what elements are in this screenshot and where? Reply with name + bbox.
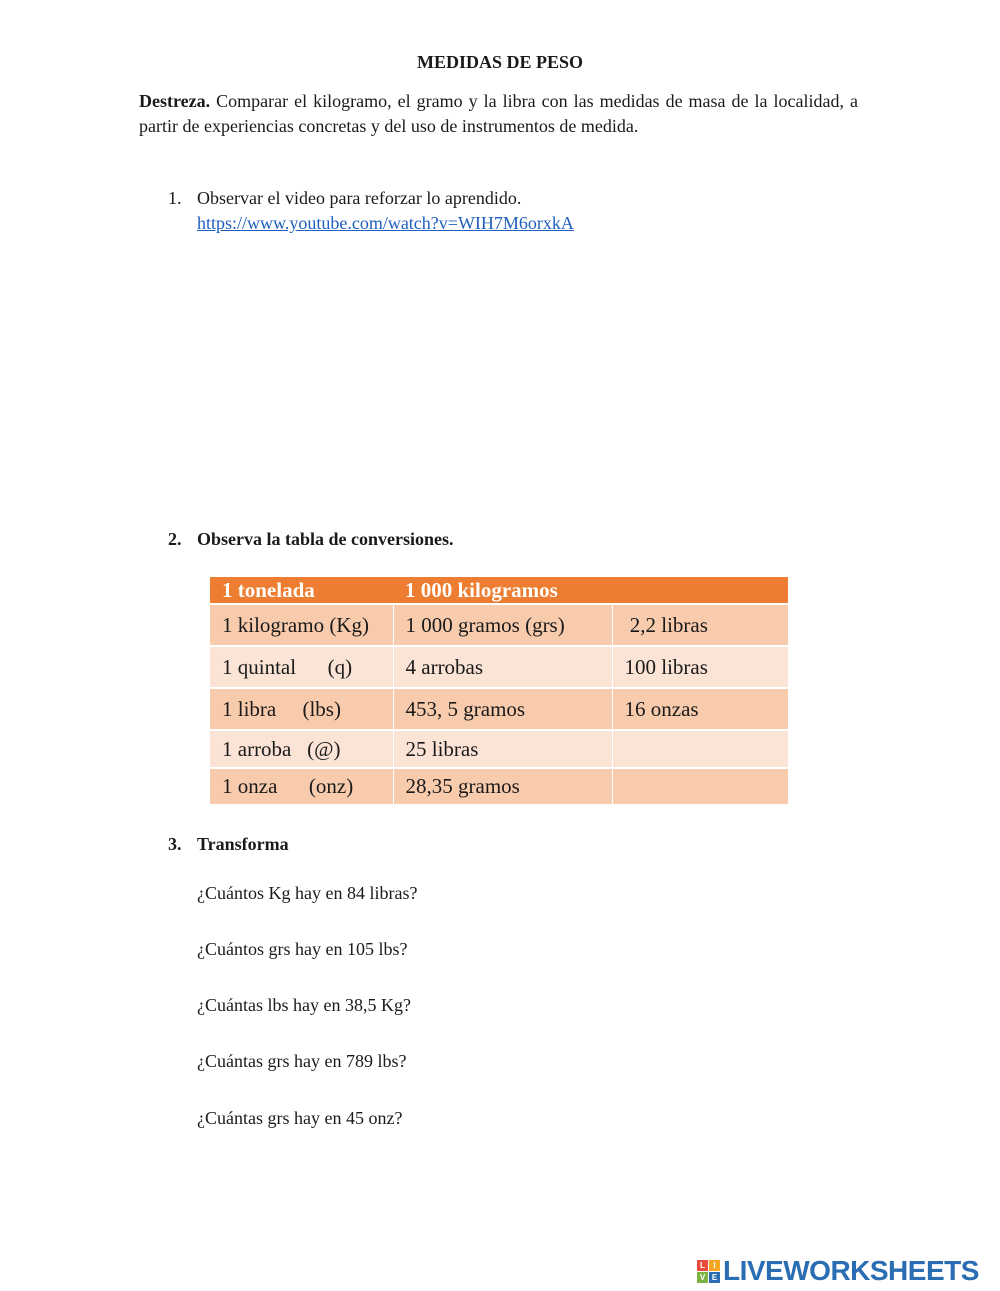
video-link[interactable]: https://www.youtube.com/watch?v=WIH7M6orxkA (197, 213, 574, 233)
table-cell: 453, 5 gramos (393, 688, 612, 730)
item-1 (168, 186, 521, 211)
item-3-number: 3. (168, 834, 182, 854)
table-row (210, 768, 788, 804)
table-cell: 1 libra (lbs) (210, 688, 393, 730)
page-title: MEDIDAS DE PESO (416, 52, 584, 72)
item-2-text: Observa la tabla de conversiones. (197, 529, 454, 549)
table-header-row (210, 577, 788, 604)
table-row (210, 730, 788, 768)
logo-tile: I (709, 1260, 720, 1271)
table-cell (612, 730, 788, 768)
liveworksheets-branding (697, 1257, 979, 1285)
item-2 (168, 527, 454, 552)
conversion-table (210, 577, 788, 804)
table-cell (612, 768, 788, 804)
table-header-cell: 1 tonelada (210, 577, 393, 604)
destreza-text: Comparar el kilogramo, el gramo y la libra con las medidas de masa de la localidad, a partir de experiencias concretas y del uso de instrumentos de medida. (139, 91, 858, 136)
table-cell: 100 libras (612, 646, 788, 688)
item-3-text: Transforma (197, 834, 289, 854)
question: ¿Cuántos grs hay en 105 lbs? (197, 939, 408, 959)
table-cell: 1 000 gramos (grs) (393, 604, 612, 646)
table-header-cell (612, 577, 788, 604)
table-row (210, 646, 788, 688)
table-cell: 2,2 libras (612, 604, 788, 646)
item-1-number: 1. (168, 188, 182, 208)
logo-tile: E (709, 1272, 720, 1283)
table-cell: 4 arrobas (393, 646, 612, 688)
item-1-text: Observar el video para reforzar lo aprendido. (197, 188, 522, 208)
liveworksheets-wordmark: LIVEWORKSHEETS (723, 1255, 979, 1286)
destreza-paragraph (139, 89, 858, 139)
logo-tile: V (697, 1272, 708, 1283)
liveworksheets-logo-icon (697, 1260, 720, 1283)
table-cell: 16 onzas (612, 688, 788, 730)
table-row (210, 688, 788, 730)
table-cell: 1 quintal (q) (210, 646, 393, 688)
question: ¿Cuántas lbs hay en 38,5 Kg? (197, 995, 411, 1015)
question: ¿Cuántos Kg hay en 84 libras? (197, 883, 418, 903)
item-3 (168, 832, 289, 857)
question: ¿Cuántas grs hay en 45 onz? (197, 1108, 403, 1128)
logo-tile: L (697, 1260, 708, 1271)
destreza-label: Destreza. (139, 91, 211, 111)
table-cell: 25 libras (393, 730, 612, 768)
table-row (210, 604, 788, 646)
table-header-cell: 1 000 kilogramos (393, 577, 612, 604)
table-cell: 1 arroba (@) (210, 730, 393, 768)
table-cell: 1 kilogramo (Kg) (210, 604, 393, 646)
table-cell: 1 onza (onz) (210, 768, 393, 804)
question: ¿Cuántas grs hay en 789 lbs? (197, 1051, 407, 1071)
table-cell: 28,35 gramos (393, 768, 612, 804)
item-2-number: 2. (168, 529, 182, 549)
